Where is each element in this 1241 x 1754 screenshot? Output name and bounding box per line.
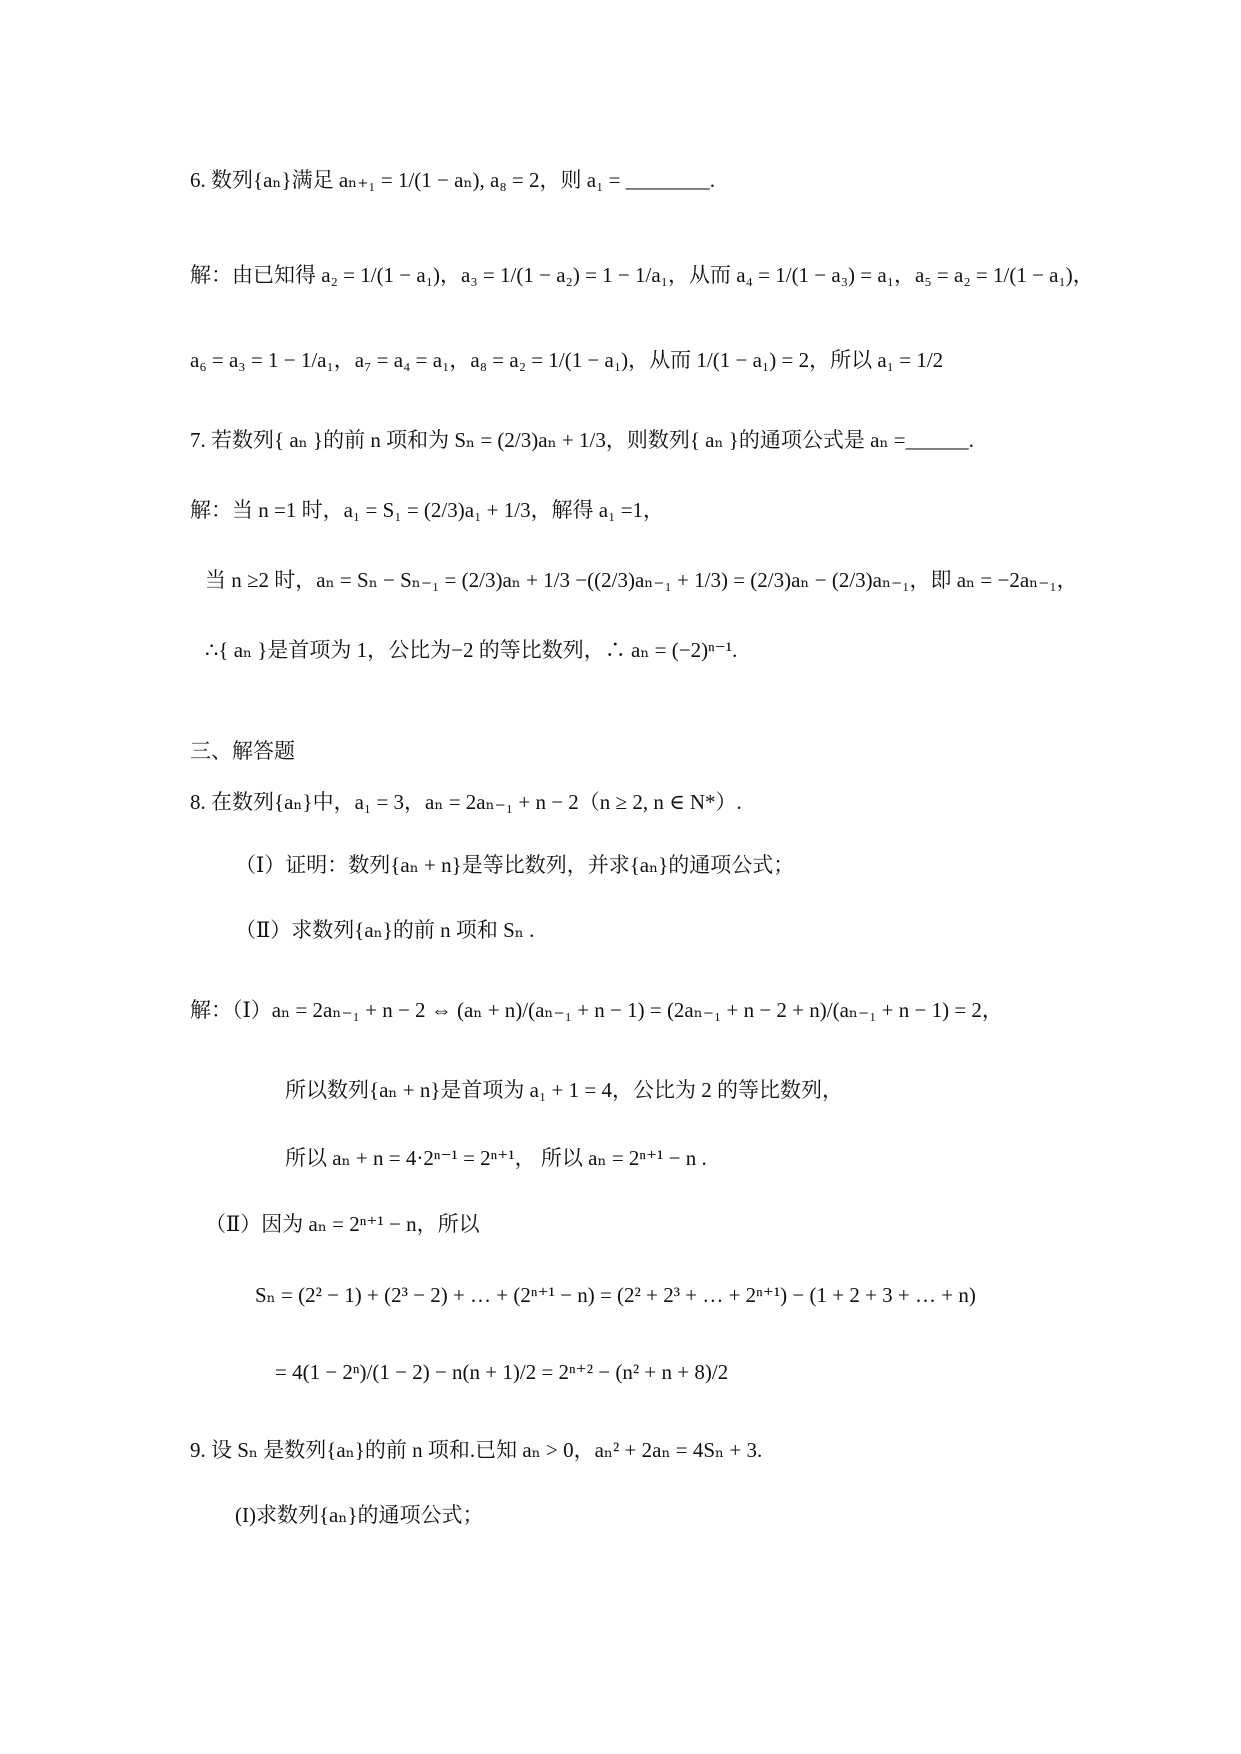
q8-solution-line-6: = 4(1 − 2ⁿ)/(1 − 2) − n(n + 1)/2 = 2ⁿ⁺² − (n² + n + 8)/2 bbox=[275, 1360, 729, 1384]
q7-solution-line-2: 当 n ≥2 时，aₙ = Sₙ − Sₙ₋₁ = (2/3)aₙ + 1/3 −((2/3)aₙ₋₁ + 1/3) = (2/3)aₙ − (2/3)aₙ₋₁，即 aₙ = −2aₙ₋₁， bbox=[205, 568, 1078, 592]
question-9: 9. 设 Sₙ 是数列{aₙ}的前 n 项和.已知 aₙ > 0，aₙ² + 2aₙ = 4Sₙ + 3. bbox=[190, 1438, 763, 1462]
q8-solution-line-1: 解：（Ⅰ）aₙ = 2aₙ₋₁ + n − 2 ⇔ (aₙ + n)/(aₙ₋₁ + n − 1) = (2aₙ₋₁ + n − 2 + n)/(aₙ₋₁ + n − 1) = 2， bbox=[190, 998, 1003, 1022]
q8-solution-line-2: 所以数列{aₙ + n}是首项为 a₁ + 1 = 4，公比为 2 的等比数列， bbox=[285, 1078, 843, 1102]
q9-part-1: (I)求数列{aₙ}的通项公式； bbox=[235, 1503, 484, 1527]
section-heading: 三、解答题 bbox=[190, 739, 295, 763]
q8-solution-line-4: （Ⅱ）因为 aₙ = 2ⁿ⁺¹ − n，所以 bbox=[205, 1212, 480, 1236]
q8-solution-line-5: Sₙ = (2² − 1) + (2³ − 2) + … + (2ⁿ⁺¹ − n) = (2² + 2³ + … + 2ⁿ⁺¹) − (1 + 2 + 3 + … + n) bbox=[255, 1283, 976, 1307]
question-7: 7. 若数列{ aₙ }的前 n 项和为 Sₙ = (2/3)aₙ + 1/3，则数列{ aₙ }的通项公式是 aₙ =______. bbox=[190, 428, 974, 452]
q6-solution-line-2: a₆ = a₃ = 1 − 1/a₁，a₇ = a₄ = a₁，a₈ = a₂ = 1/(1 − a₁)，从而 1/(1 − a₁) = 2，所以 a₁ = 1/2 bbox=[190, 348, 944, 372]
q8-part-2: （Ⅱ）求数列{aₙ}的前 n 项和 Sₙ . bbox=[235, 918, 535, 942]
q7-solution-line-3: ∴{ aₙ }是首项为 1，公比为−2 的等比数列，∴ aₙ = (−2)ⁿ⁻¹. bbox=[205, 638, 738, 662]
question-6: 6. 数列{aₙ}满足 aₙ₊₁ = 1/(1 − aₙ), a₈ = 2，则 a₁ = ________. bbox=[190, 168, 716, 192]
question-8: 8. 在数列{aₙ}中，a₁ = 3，aₙ = 2aₙ₋₁ + n − 2（n ≥ 2, n ∈ N*）. bbox=[190, 790, 742, 814]
q8-part-1: （Ⅰ）证明：数列{aₙ + n}是等比数列，并求{aₙ}的通项公式； bbox=[235, 853, 795, 877]
q8-solution-line-3: 所以 aₙ + n = 4·2ⁿ⁻¹ = 2ⁿ⁺¹， 所以 aₙ = 2ⁿ⁺¹ − n . bbox=[285, 1146, 707, 1170]
q7-solution-line-1: 解：当 n =1 时，a₁ = S₁ = (2/3)a₁ + 1/3，解得 a₁ =1， bbox=[190, 498, 665, 522]
q6-solution-line-1: 解：由已知得 a₂ = 1/(1 − a₁)，a₃ = 1/(1 − a₂) = 1 − 1/a₁，从而 a₄ = 1/(1 − a₃) = a₁，a₅ = a₂ = 1/(1 − a₁)， bbox=[190, 263, 1094, 287]
